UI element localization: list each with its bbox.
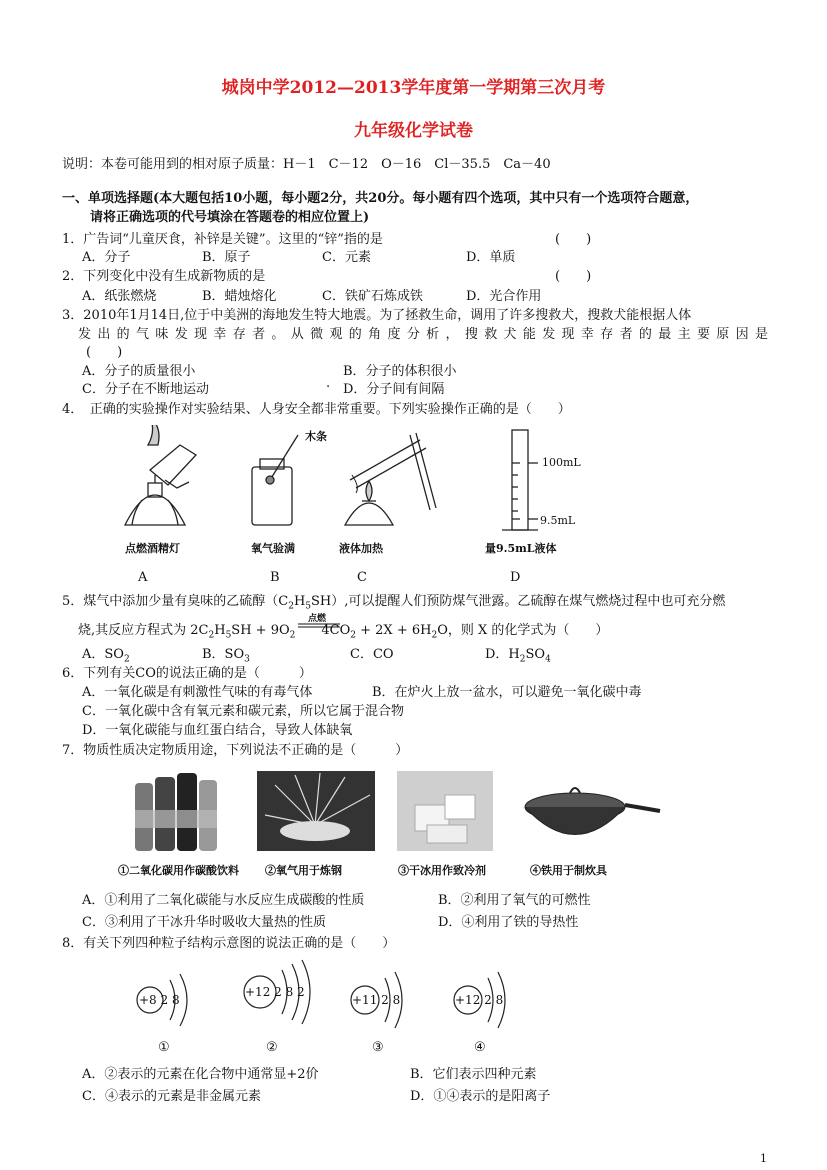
section-heading-line2: 请将正确选项的代号填涂在答题卷的相应位置上) bbox=[90, 210, 370, 225]
atom2-number: ② bbox=[266, 1040, 278, 1055]
q7-caption-3: ③干冰用作致冷剂 bbox=[398, 864, 486, 877]
reaction-condition: 点燃 bbox=[308, 614, 327, 624]
q4-caption-c: 液体加热 bbox=[339, 542, 383, 555]
q8-option-b: B．它们表示四种元素 bbox=[410, 1067, 537, 1082]
q2-answer-paren: ( ) bbox=[555, 269, 592, 284]
q6-option-a: A．一氧化碳是有刺激性气味的有毒气体 bbox=[82, 685, 313, 700]
q7-caption-1: ①二氧化碳用作碳酸饮料 bbox=[118, 864, 239, 877]
q5-option-d: D．$H_2SO_4$ bbox=[485, 647, 551, 665]
atom3-number: ③ bbox=[372, 1040, 384, 1055]
q7-caption-2: ②氧气用于炼钢 bbox=[265, 864, 342, 877]
q2-stem: 2．下列变化中没有生成新物质的是 bbox=[62, 269, 266, 284]
q3-option-a: A．分子的质量很小 bbox=[82, 364, 196, 379]
q8-option-a: A．②表示的元素在化合物中通常显+2价 bbox=[82, 1067, 319, 1082]
q7-photos bbox=[115, 765, 675, 853]
q7-stem: 7．物质性质决定物质用途，下列说法不正确的是（ ） bbox=[62, 743, 409, 758]
q4-stem: 4． 正确的实验操作对实验结果、人身安全都非常重要。下列实验操作正确的是（ ） bbox=[62, 402, 571, 417]
q2-option-a: A．纸张燃烧 bbox=[82, 289, 157, 304]
q1-stem: 1．广告词“儿童厌食，补锌是关键”。这里的“锌”指的是 bbox=[62, 232, 383, 247]
cylinder-label-100: 100mL bbox=[542, 456, 581, 469]
q5-stem-line2: 烧,其反应方程式为 $2C_2H_5SH + 9O_2$ $4CO_2 + 2X + 6H_2O$，则 X 的化学式为（ ） bbox=[78, 623, 609, 641]
graduated-cylinder-figure bbox=[502, 430, 538, 530]
q4-option-d: D bbox=[510, 570, 521, 585]
steelmaking-photo bbox=[257, 771, 375, 851]
q1-option-d: D．单质 bbox=[466, 250, 516, 265]
q7-option-b: B．②利用了氧气的可燃性 bbox=[438, 893, 591, 908]
gas-bottle-figure bbox=[252, 435, 298, 525]
q8-option-c: C．④表示的元素是非金属元素 bbox=[82, 1089, 261, 1104]
q1-option-a: A．分子 bbox=[82, 250, 131, 265]
atom4-label: +12 2 8 bbox=[455, 993, 504, 1007]
q7-option-d: D．④利用了铁的导热性 bbox=[438, 915, 579, 930]
q4-option-c: C bbox=[357, 570, 367, 585]
page-number: 1 bbox=[760, 1152, 767, 1165]
q5-stem-line1: 5．煤气中添加少量有臭味的乙硫醇$(C_2H_5SH)$,可以提醒人们预防煤气泄露。乙硫醇在煤气燃烧过程中也可充分燃 bbox=[62, 594, 726, 612]
q3-stem-line1: 3．2010年1月14日,位于中美洲的海地发生特大地震。为了拯救生命，调用了许多搜救犬，搜救犬能根据人体 bbox=[62, 308, 692, 323]
q2-option-c: C．铁矿石炼成铁 bbox=[322, 289, 423, 304]
dry-ice-photo bbox=[397, 771, 493, 851]
liquid-heating-figure bbox=[345, 433, 436, 525]
stick-label: 木条 bbox=[305, 430, 327, 443]
q8-option-d: D．①④表示的是阳离子 bbox=[410, 1089, 551, 1104]
q5-option-a: A．$SO_2$ bbox=[82, 647, 130, 665]
q7-caption-4: ④铁用于制炊具 bbox=[530, 864, 607, 877]
q7-option-c: C．③利用了干冰升华时吸收大量热的性质 bbox=[82, 915, 326, 930]
wok-photo bbox=[525, 788, 660, 835]
q4-lab-figures bbox=[110, 425, 590, 555]
q7-option-a: A．①利用了二氧化碳能与水反应生成碳酸的性质 bbox=[82, 893, 365, 908]
q4-option-a: A bbox=[138, 570, 148, 585]
q6-option-d: D．一氧化碳能与血红蛋白结合，导致人体缺氧 bbox=[82, 723, 353, 738]
q2-option-d: D．光合作用 bbox=[466, 289, 542, 304]
q2-option-b: B．蜡烛熔化 bbox=[202, 289, 277, 304]
q1-option-b: B．原子 bbox=[202, 250, 251, 265]
q3-stem-line2: 发出的气味发现幸存者。从微观的角度分析，搜救犬能发现幸存者的最主要原因是 bbox=[78, 327, 768, 342]
page-title: 城岗中学2012—2013学年度第一学期第三次月考 bbox=[221, 78, 606, 98]
q3-answer-paren: ( ) bbox=[86, 345, 123, 360]
q5-option-b: B．$SO_3$ bbox=[202, 647, 250, 665]
q1-answer-paren: ( ) bbox=[555, 232, 592, 247]
q3-option-d: D．分子间有间隔 bbox=[343, 382, 445, 397]
q6-option-b: B．在炉火上放一盆水，可以避免一氧化碳中毒 bbox=[372, 685, 642, 700]
atom3-label: +11 2 8 bbox=[352, 993, 401, 1007]
section-heading-line1: 一、单项选择题(本大题包括10小题，每小题2分，共20分。每小题有四个选项，其中只有一个选项符合题意， bbox=[62, 191, 699, 206]
soda-bottles-photo bbox=[135, 773, 217, 851]
reaction-arrow bbox=[298, 623, 340, 629]
atom4-number: ④ bbox=[474, 1040, 486, 1055]
q3-stray-dot: . bbox=[326, 376, 331, 391]
q3-option-b: B．分子的体积很小 bbox=[343, 364, 457, 379]
q4-caption-d: 量9.5mL液体 bbox=[485, 542, 557, 555]
q5-option-c: C．CO bbox=[350, 647, 394, 662]
q8-stem: 8．有关下列四种粒子结构示意图的说法正确的是（ ） bbox=[62, 936, 396, 951]
alcohol-lamp-figure bbox=[125, 425, 196, 525]
atom1-label: +8 2 8 bbox=[139, 993, 180, 1007]
atom2-label: +12 2 8 2 bbox=[245, 985, 305, 999]
q4-option-b: B bbox=[270, 570, 280, 585]
page-subtitle: 九年级化学试卷 bbox=[354, 121, 473, 141]
q6-option-c: C．一氧化碳中含有氧元素和碳元素，所以它属于混合物 bbox=[82, 704, 404, 719]
q4-caption-b: 氧气验满 bbox=[251, 542, 295, 555]
q3-option-c: C．分子在不断地运动 bbox=[82, 382, 209, 397]
atom1-number: ① bbox=[158, 1040, 170, 1055]
q4-caption-a: 点燃酒精灯 bbox=[125, 542, 180, 555]
q6-stem: 6．下列有关CO的说法正确的是（ ） bbox=[62, 666, 312, 681]
q1-option-c: C．元素 bbox=[322, 250, 371, 265]
cylinder-label-95: 9.5mL bbox=[540, 514, 576, 527]
exam-note: 说明：本卷可能用到的相对原子质量：H－1 C－12 O－16 Cl－35.5 Ca－40 bbox=[62, 157, 551, 172]
